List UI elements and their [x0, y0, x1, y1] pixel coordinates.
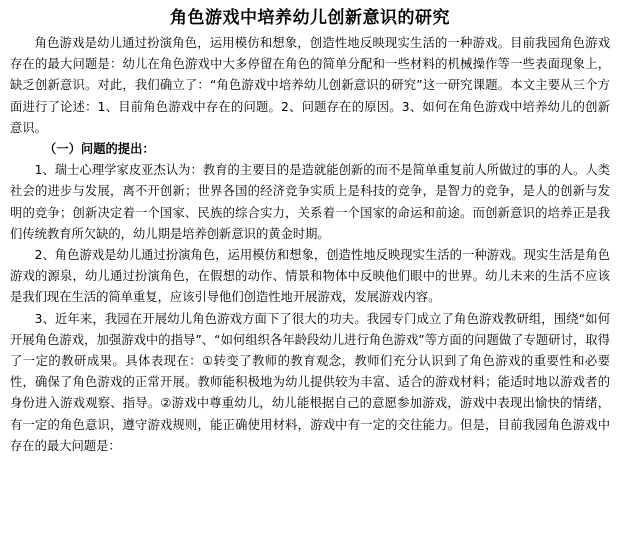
intro-paragraph: 角色游戏是幼儿通过扮演角色，运用模仿和想象，创造性地反映现实生活的一种游戏。目前我园角色游戏存在的最大问题是：幼儿在角色游戏中大多停留在角色的简单分配和一些材料的机械操作等一些表面现象上，缺乏创新意识。对此，我们确立了：“角色游戏中培养幼儿创新意识的研究”这一研究课题。本文主要从三个方面进行了论述：1、目前角色游戏中存在的问题。2、问题存在的原因。3、如何在角色游戏中培养幼儿的创新意识。 — [10, 36, 610, 135]
paragraph-3: 3、近年来，我园在开展幼儿角色游戏方面下了很大的功夫。我园专门成立了角色游戏教研组，围绕“如何开展角色游戏，加强游戏中的指导”、“如何组织各年龄段幼儿进行角色游戏”等方面的问题做了专题研讨，取得了一定的教研成果。具体表现在：①转变了教师的教育观念，教师们充分认识到了角色游戏的重要性和必要性，确保了角色游戏的正常开展。教师能积极地为幼儿提供较为丰富、适合的游戏材料；能适时地以游戏者的身份进入游戏观察、指导。②游戏中尊重幼儿，幼儿能根据自己的意愿参加游戏，游戏中表现出愉快的情绪，有一定的角色意识，遵守游戏规则，能正确使用材料，游戏中有一定的交往能力。但是，目前我园角色游戏中存在的最大问题是： — [10, 311, 610, 453]
section-heading: （一）问题的提出： — [44, 142, 155, 157]
paragraph-1: 1、瑞士心理学家皮亚杰认为：教育的主要目的是造就能创新的而不是简单重复前人所做过的事的人。人类社会的进步与发展，离不开创新；世界各国的经济竞争实质上是科技的竞争，是智力的竞争，是人的创新与发明的竞争；创新决定着一个国家、民族的综合实力，关系着一个国家的命运和前途。而创新意识的培养正是我们传统教育所欠缺的，幼儿期是培养创新意识的黄金时期。 — [10, 163, 610, 241]
paragraph-2: 2、角色游戏是幼儿通过扮演角色，运用模仿和想象，创造性地反映现实生活的一种游戏。现实生活是角色游戏的源泉，幼儿通过扮演角色，在假想的动作、情景和物体中反映他们眼中的世界。幼儿未来的生活不应该是我们现在生活的简单重复，应该引导他们创造性地开展游戏，发展游戏内容。 — [10, 248, 610, 305]
document-title: 角色游戏中培养幼儿创新意识的研究 — [170, 8, 450, 28]
